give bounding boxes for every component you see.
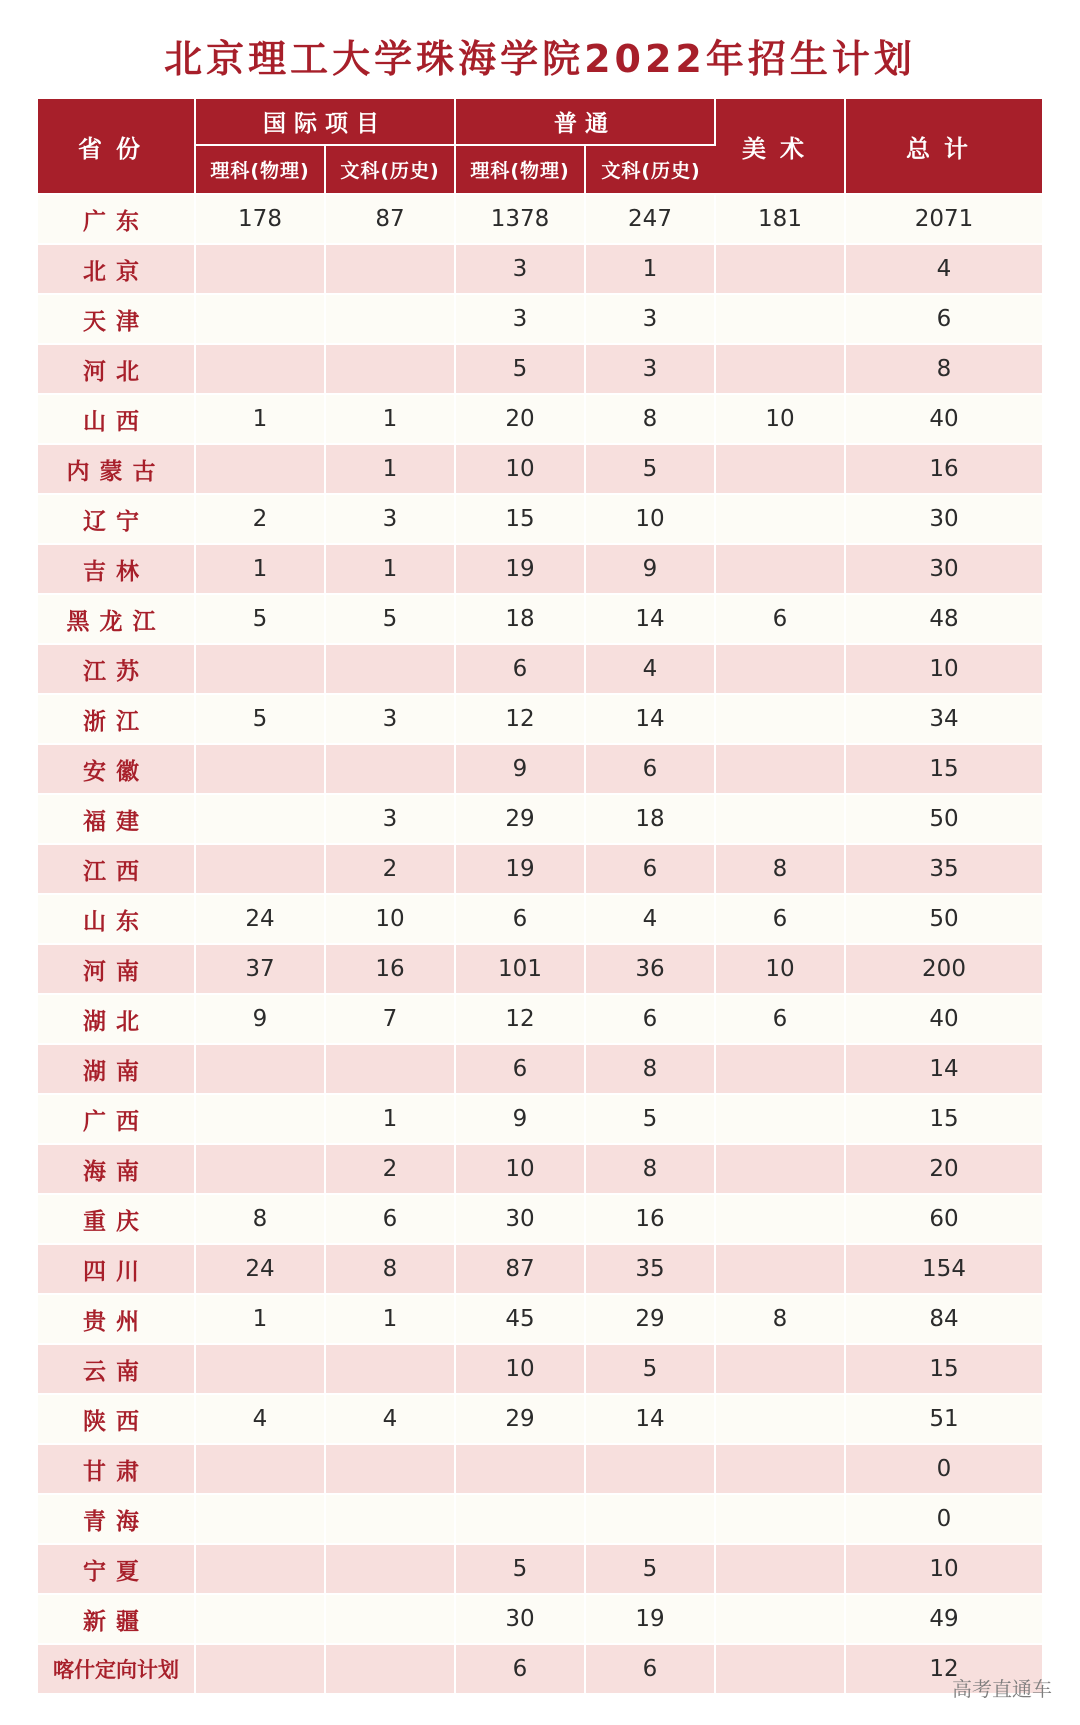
table-row [38, 395, 1042, 445]
value-cell: 50 [846, 895, 1042, 945]
value-cell: 5 [586, 1345, 716, 1395]
table-row [38, 895, 1042, 945]
value-cell: 2 [196, 495, 326, 545]
value-cell: 1 [326, 1295, 456, 1345]
province-cell: 甘肃 [38, 1445, 196, 1495]
table-row [38, 1595, 1042, 1645]
value-cell: 30 [456, 1195, 586, 1245]
province-cell: 贵州 [38, 1295, 196, 1345]
value-cell: 9 [456, 745, 586, 795]
value-cell: 2 [326, 1145, 456, 1195]
value-cell: 50 [846, 795, 1042, 845]
value-cell [716, 495, 846, 545]
table-row [38, 1145, 1042, 1195]
watermark: 高考直通车 [952, 1677, 1052, 1701]
value-cell: 84 [846, 1295, 1042, 1345]
value-cell: 37 [196, 945, 326, 995]
value-cell: 4 [846, 245, 1042, 295]
value-cell [326, 745, 456, 795]
value-cell: 2 [326, 845, 456, 895]
value-cell [196, 295, 326, 345]
value-cell [716, 545, 846, 595]
table-row [38, 645, 1042, 695]
value-cell: 3 [326, 495, 456, 545]
table-row [38, 1045, 1042, 1095]
header-normal-sci: 理科(物理) [456, 146, 586, 195]
province-cell: 广东 [38, 195, 196, 245]
page-title: 北京理工大学珠海学院2022年招生计划 [164, 37, 916, 81]
value-cell: 30 [846, 545, 1042, 595]
value-cell [716, 1395, 846, 1445]
value-cell [716, 745, 846, 795]
value-cell: 5 [586, 445, 716, 495]
value-cell [586, 1445, 716, 1495]
value-cell: 48 [846, 595, 1042, 645]
value-cell: 10 [716, 945, 846, 995]
value-cell [716, 1245, 846, 1295]
value-cell: 14 [586, 1395, 716, 1445]
table-row [38, 195, 1042, 245]
table-row [38, 595, 1042, 645]
value-cell [716, 1095, 846, 1145]
value-cell: 8 [586, 1145, 716, 1195]
value-cell: 2071 [846, 195, 1042, 245]
value-cell [196, 845, 326, 895]
value-cell: 5 [196, 595, 326, 645]
value-cell [716, 1495, 846, 1545]
value-cell: 6 [586, 745, 716, 795]
value-cell: 0 [846, 1495, 1042, 1545]
header-province: 省份 [38, 99, 196, 195]
province-cell: 安徽 [38, 745, 196, 795]
table-row [38, 1295, 1042, 1345]
value-cell [196, 445, 326, 495]
value-cell [326, 1495, 456, 1545]
value-cell [196, 1645, 326, 1695]
value-cell: 19 [456, 845, 586, 895]
province-cell: 四川 [38, 1245, 196, 1295]
value-cell [716, 245, 846, 295]
value-cell: 10 [846, 645, 1042, 695]
value-cell [196, 645, 326, 695]
province-cell: 重庆 [38, 1195, 196, 1245]
value-cell: 1 [326, 545, 456, 595]
value-cell [716, 1345, 846, 1395]
value-cell: 5 [586, 1095, 716, 1145]
value-cell: 29 [586, 1295, 716, 1345]
value-cell: 8 [716, 845, 846, 895]
value-cell: 16 [586, 1195, 716, 1245]
value-cell: 14 [586, 595, 716, 645]
table-row [38, 1545, 1042, 1595]
value-cell: 16 [326, 945, 456, 995]
value-cell: 87 [326, 195, 456, 245]
value-cell: 60 [846, 1195, 1042, 1245]
value-cell [196, 1345, 326, 1395]
value-cell [326, 345, 456, 395]
province-cell: 江西 [38, 845, 196, 895]
province-cell: 云南 [38, 1345, 196, 1395]
value-cell: 200 [846, 945, 1042, 995]
value-cell: 5 [456, 1545, 586, 1595]
value-cell: 10 [456, 1345, 586, 1395]
value-cell: 0 [846, 1445, 1042, 1495]
value-cell: 15 [846, 1095, 1042, 1145]
value-cell [586, 1495, 716, 1545]
table-row [38, 495, 1042, 545]
value-cell: 15 [846, 745, 1042, 795]
value-cell: 45 [456, 1295, 586, 1345]
value-cell [716, 445, 846, 495]
value-cell [716, 795, 846, 845]
province-cell: 北京 [38, 245, 196, 295]
value-cell: 5 [586, 1545, 716, 1595]
province-cell: 内蒙古 [38, 445, 196, 495]
value-cell: 10 [456, 1145, 586, 1195]
value-cell [716, 1445, 846, 1495]
value-cell: 1 [586, 245, 716, 295]
province-cell: 喀什定向计划 [38, 1645, 196, 1695]
value-cell [196, 1595, 326, 1645]
value-cell: 20 [456, 395, 586, 445]
value-cell: 8 [586, 1045, 716, 1095]
value-cell: 6 [456, 1645, 586, 1695]
table-row [38, 745, 1042, 795]
value-cell: 3 [326, 795, 456, 845]
enrollment-table-container [38, 99, 1042, 1695]
value-cell: 1 [326, 445, 456, 495]
value-cell: 51 [846, 1395, 1042, 1445]
value-cell: 18 [586, 795, 716, 845]
value-cell: 20 [846, 1145, 1042, 1195]
value-cell: 49 [846, 1595, 1042, 1645]
value-cell [456, 1445, 586, 1495]
value-cell [716, 645, 846, 695]
value-cell: 15 [456, 495, 586, 545]
province-cell: 辽宁 [38, 495, 196, 545]
value-cell: 4 [586, 895, 716, 945]
value-cell: 10 [846, 1545, 1042, 1595]
value-cell [196, 795, 326, 845]
value-cell [326, 645, 456, 695]
table-header [38, 99, 1042, 195]
value-cell [326, 245, 456, 295]
value-cell: 19 [456, 545, 586, 595]
table-row [38, 445, 1042, 495]
value-cell: 6 [586, 845, 716, 895]
value-cell: 6 [716, 895, 846, 945]
value-cell [196, 1095, 326, 1145]
value-cell: 36 [586, 945, 716, 995]
value-cell: 1 [196, 395, 326, 445]
value-cell: 4 [326, 1395, 456, 1445]
value-cell [196, 1495, 326, 1545]
value-cell: 6 [456, 645, 586, 695]
value-cell: 30 [846, 495, 1042, 545]
province-cell: 宁夏 [38, 1545, 196, 1595]
value-cell [196, 1045, 326, 1095]
province-cell: 青海 [38, 1495, 196, 1545]
table-row [38, 245, 1042, 295]
value-cell: 29 [456, 1395, 586, 1445]
province-cell: 山西 [38, 395, 196, 445]
table-row [38, 695, 1042, 745]
value-cell [326, 1045, 456, 1095]
table-body [38, 195, 1042, 1695]
value-cell [196, 245, 326, 295]
value-cell: 8 [586, 395, 716, 445]
value-cell: 14 [586, 695, 716, 745]
table-row [38, 545, 1042, 595]
value-cell: 3 [326, 695, 456, 745]
value-cell [196, 1145, 326, 1195]
value-cell: 87 [456, 1245, 586, 1295]
table-row [38, 295, 1042, 345]
value-cell [716, 1145, 846, 1195]
table-row [38, 1345, 1042, 1395]
province-cell: 天津 [38, 295, 196, 345]
value-cell: 12 [846, 1645, 1042, 1695]
table-row [38, 1645, 1042, 1695]
value-cell [716, 1045, 846, 1095]
header-intl-sci: 理科(物理) [196, 146, 326, 195]
value-cell: 4 [586, 645, 716, 695]
value-cell: 10 [716, 395, 846, 445]
header-normal-arts: 文科(历史) [586, 146, 716, 195]
value-cell: 34 [846, 695, 1042, 745]
value-cell: 8 [716, 1295, 846, 1345]
value-cell [716, 695, 846, 745]
province-cell: 河北 [38, 345, 196, 395]
value-cell: 1 [326, 1095, 456, 1145]
value-cell: 6 [716, 995, 846, 1045]
value-cell: 12 [456, 695, 586, 745]
table-row [38, 995, 1042, 1045]
value-cell [716, 1545, 846, 1595]
value-cell: 9 [196, 995, 326, 1045]
province-cell: 湖北 [38, 995, 196, 1045]
value-cell: 10 [456, 445, 586, 495]
province-cell: 吉林 [38, 545, 196, 595]
header-normal: 普通 [456, 99, 716, 146]
value-cell: 35 [586, 1245, 716, 1295]
value-cell: 15 [846, 1345, 1042, 1395]
province-cell: 广西 [38, 1095, 196, 1145]
value-cell: 6 [586, 995, 716, 1045]
value-cell [326, 295, 456, 345]
value-cell [326, 1345, 456, 1395]
value-cell: 1378 [456, 195, 586, 245]
province-cell: 陕西 [38, 1395, 196, 1445]
value-cell: 6 [456, 1045, 586, 1095]
value-cell [716, 295, 846, 345]
value-cell: 5 [196, 695, 326, 745]
value-cell: 247 [586, 195, 716, 245]
value-cell: 6 [456, 895, 586, 945]
value-cell [326, 1645, 456, 1695]
header-intl-arts: 文科(历史) [326, 146, 456, 195]
province-cell: 湖南 [38, 1045, 196, 1095]
value-cell: 14 [846, 1045, 1042, 1095]
value-cell: 24 [196, 895, 326, 945]
province-cell: 江苏 [38, 645, 196, 695]
value-cell: 4 [196, 1395, 326, 1445]
value-cell: 178 [196, 195, 326, 245]
header-art: 美术 [716, 99, 846, 195]
value-cell: 16 [846, 445, 1042, 495]
value-cell: 3 [456, 295, 586, 345]
value-cell: 3 [456, 245, 586, 295]
value-cell: 40 [846, 395, 1042, 445]
value-cell: 8 [196, 1195, 326, 1245]
table-row [38, 1245, 1042, 1295]
value-cell: 8 [846, 345, 1042, 395]
header-total: 总计 [846, 99, 1042, 195]
table-row [38, 795, 1042, 845]
province-cell: 河南 [38, 945, 196, 995]
province-cell: 福建 [38, 795, 196, 845]
value-cell: 8 [326, 1245, 456, 1295]
value-cell [326, 1545, 456, 1595]
province-cell: 新疆 [38, 1595, 196, 1645]
value-cell: 3 [586, 345, 716, 395]
table-row [38, 1445, 1042, 1495]
value-cell [196, 745, 326, 795]
value-cell [716, 1195, 846, 1245]
value-cell: 1 [326, 395, 456, 445]
value-cell [716, 1645, 846, 1695]
value-cell: 9 [586, 545, 716, 595]
table-row [38, 845, 1042, 895]
province-cell: 海南 [38, 1145, 196, 1195]
value-cell: 12 [456, 995, 586, 1045]
value-cell: 19 [586, 1595, 716, 1645]
table-row [38, 345, 1042, 395]
value-cell [326, 1445, 456, 1495]
value-cell: 6 [326, 1195, 456, 1245]
value-cell: 40 [846, 995, 1042, 1045]
value-cell: 24 [196, 1245, 326, 1295]
table-row [38, 1395, 1042, 1445]
value-cell: 5 [456, 345, 586, 395]
value-cell: 29 [456, 795, 586, 845]
value-cell [196, 1445, 326, 1495]
province-cell: 黑龙江 [38, 595, 196, 645]
value-cell [196, 1545, 326, 1595]
value-cell: 1 [196, 545, 326, 595]
enrollment-table [38, 99, 1042, 1695]
value-cell [326, 1595, 456, 1645]
value-cell [716, 345, 846, 395]
value-cell [456, 1495, 586, 1545]
province-cell: 浙江 [38, 695, 196, 745]
value-cell: 10 [586, 495, 716, 545]
value-cell: 154 [846, 1245, 1042, 1295]
value-cell: 18 [456, 595, 586, 645]
table-row [38, 1195, 1042, 1245]
table-row [38, 1095, 1042, 1145]
value-cell: 9 [456, 1095, 586, 1145]
value-cell [716, 1595, 846, 1645]
value-cell: 30 [456, 1595, 586, 1645]
value-cell: 10 [326, 895, 456, 945]
value-cell: 3 [586, 295, 716, 345]
value-cell: 6 [846, 295, 1042, 345]
value-cell: 5 [326, 595, 456, 645]
value-cell [196, 345, 326, 395]
value-cell: 6 [586, 1645, 716, 1695]
header-intl: 国际项目 [196, 99, 456, 146]
value-cell: 1 [196, 1295, 326, 1345]
value-cell: 181 [716, 195, 846, 245]
table-row [38, 1495, 1042, 1545]
table-row [38, 945, 1042, 995]
value-cell: 35 [846, 845, 1042, 895]
value-cell: 101 [456, 945, 586, 995]
value-cell: 6 [716, 595, 846, 645]
province-cell: 山东 [38, 895, 196, 945]
value-cell: 7 [326, 995, 456, 1045]
